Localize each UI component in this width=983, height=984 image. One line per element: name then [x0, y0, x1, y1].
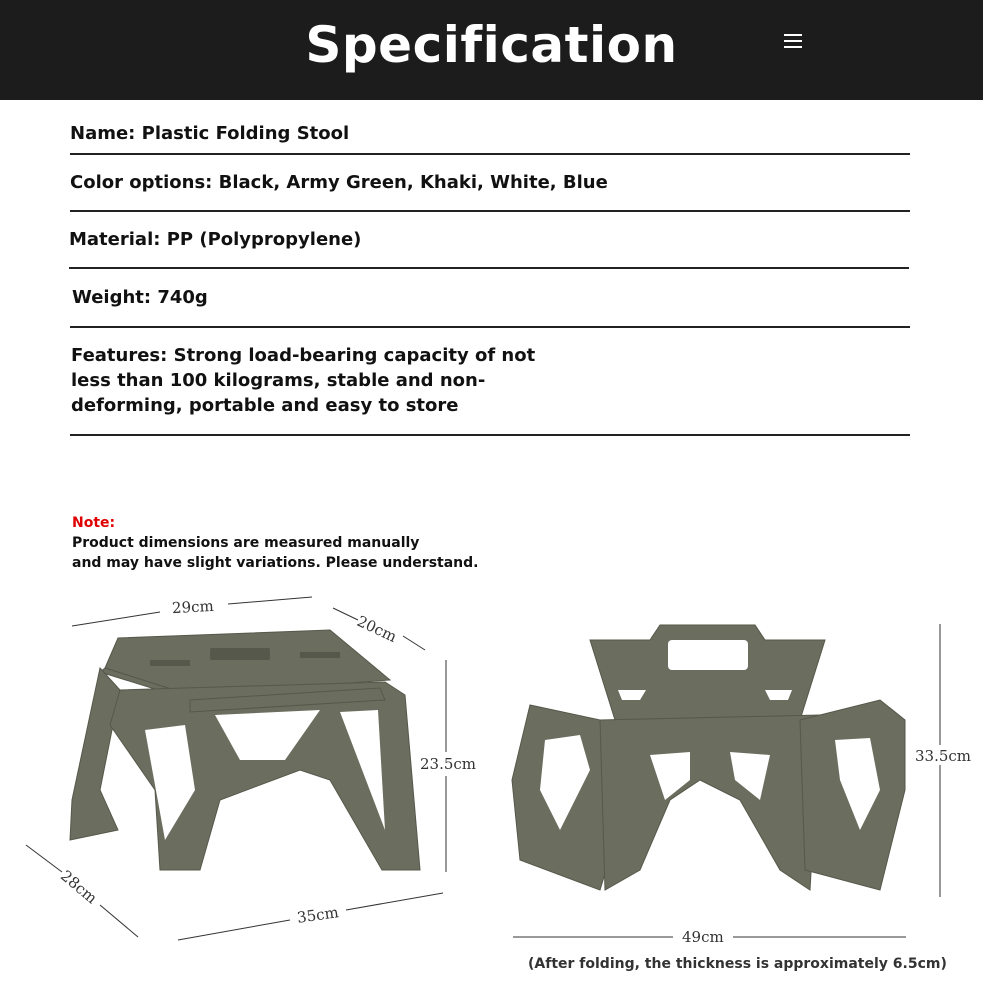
unfolded-stool-image: [70, 630, 420, 870]
note-label: Note:: [72, 515, 116, 531]
folded-caption: (After folding, the thickness is approximately 6.5cm): [528, 956, 947, 972]
spec-name: Name: Plastic Folding Stool: [70, 121, 910, 155]
folded-stool-image: [512, 625, 905, 890]
dim-base-width: 35cm: [295, 903, 340, 927]
dim-top-depth: 20cm: [354, 612, 400, 646]
dim-top-width: 29cm: [171, 596, 215, 618]
dim-base-depth: 28cm: [57, 866, 101, 908]
spec-colors: Color options: Black, Army Green, Khaki, White, Blue: [70, 170, 910, 212]
spec-features: Features: Strong load-bearing capacity of not less than 100 kilograms, stable and non-deforming, portable and easy to store: [70, 343, 910, 436]
dim-folded-height: 33.5cm: [915, 747, 972, 765]
spec-material: Material: PP (Polypropylene): [69, 227, 909, 269]
dim-height: 23.5cm: [420, 755, 477, 773]
spec-weight: Weight: 740g: [70, 285, 910, 328]
page-title: Specification: [305, 16, 678, 74]
note-line-2: and may have slight variations. Please understand.: [72, 555, 479, 571]
note-line-1: Product dimensions are measured manually: [72, 535, 420, 551]
dim-folded-width: 49cm: [682, 928, 724, 946]
